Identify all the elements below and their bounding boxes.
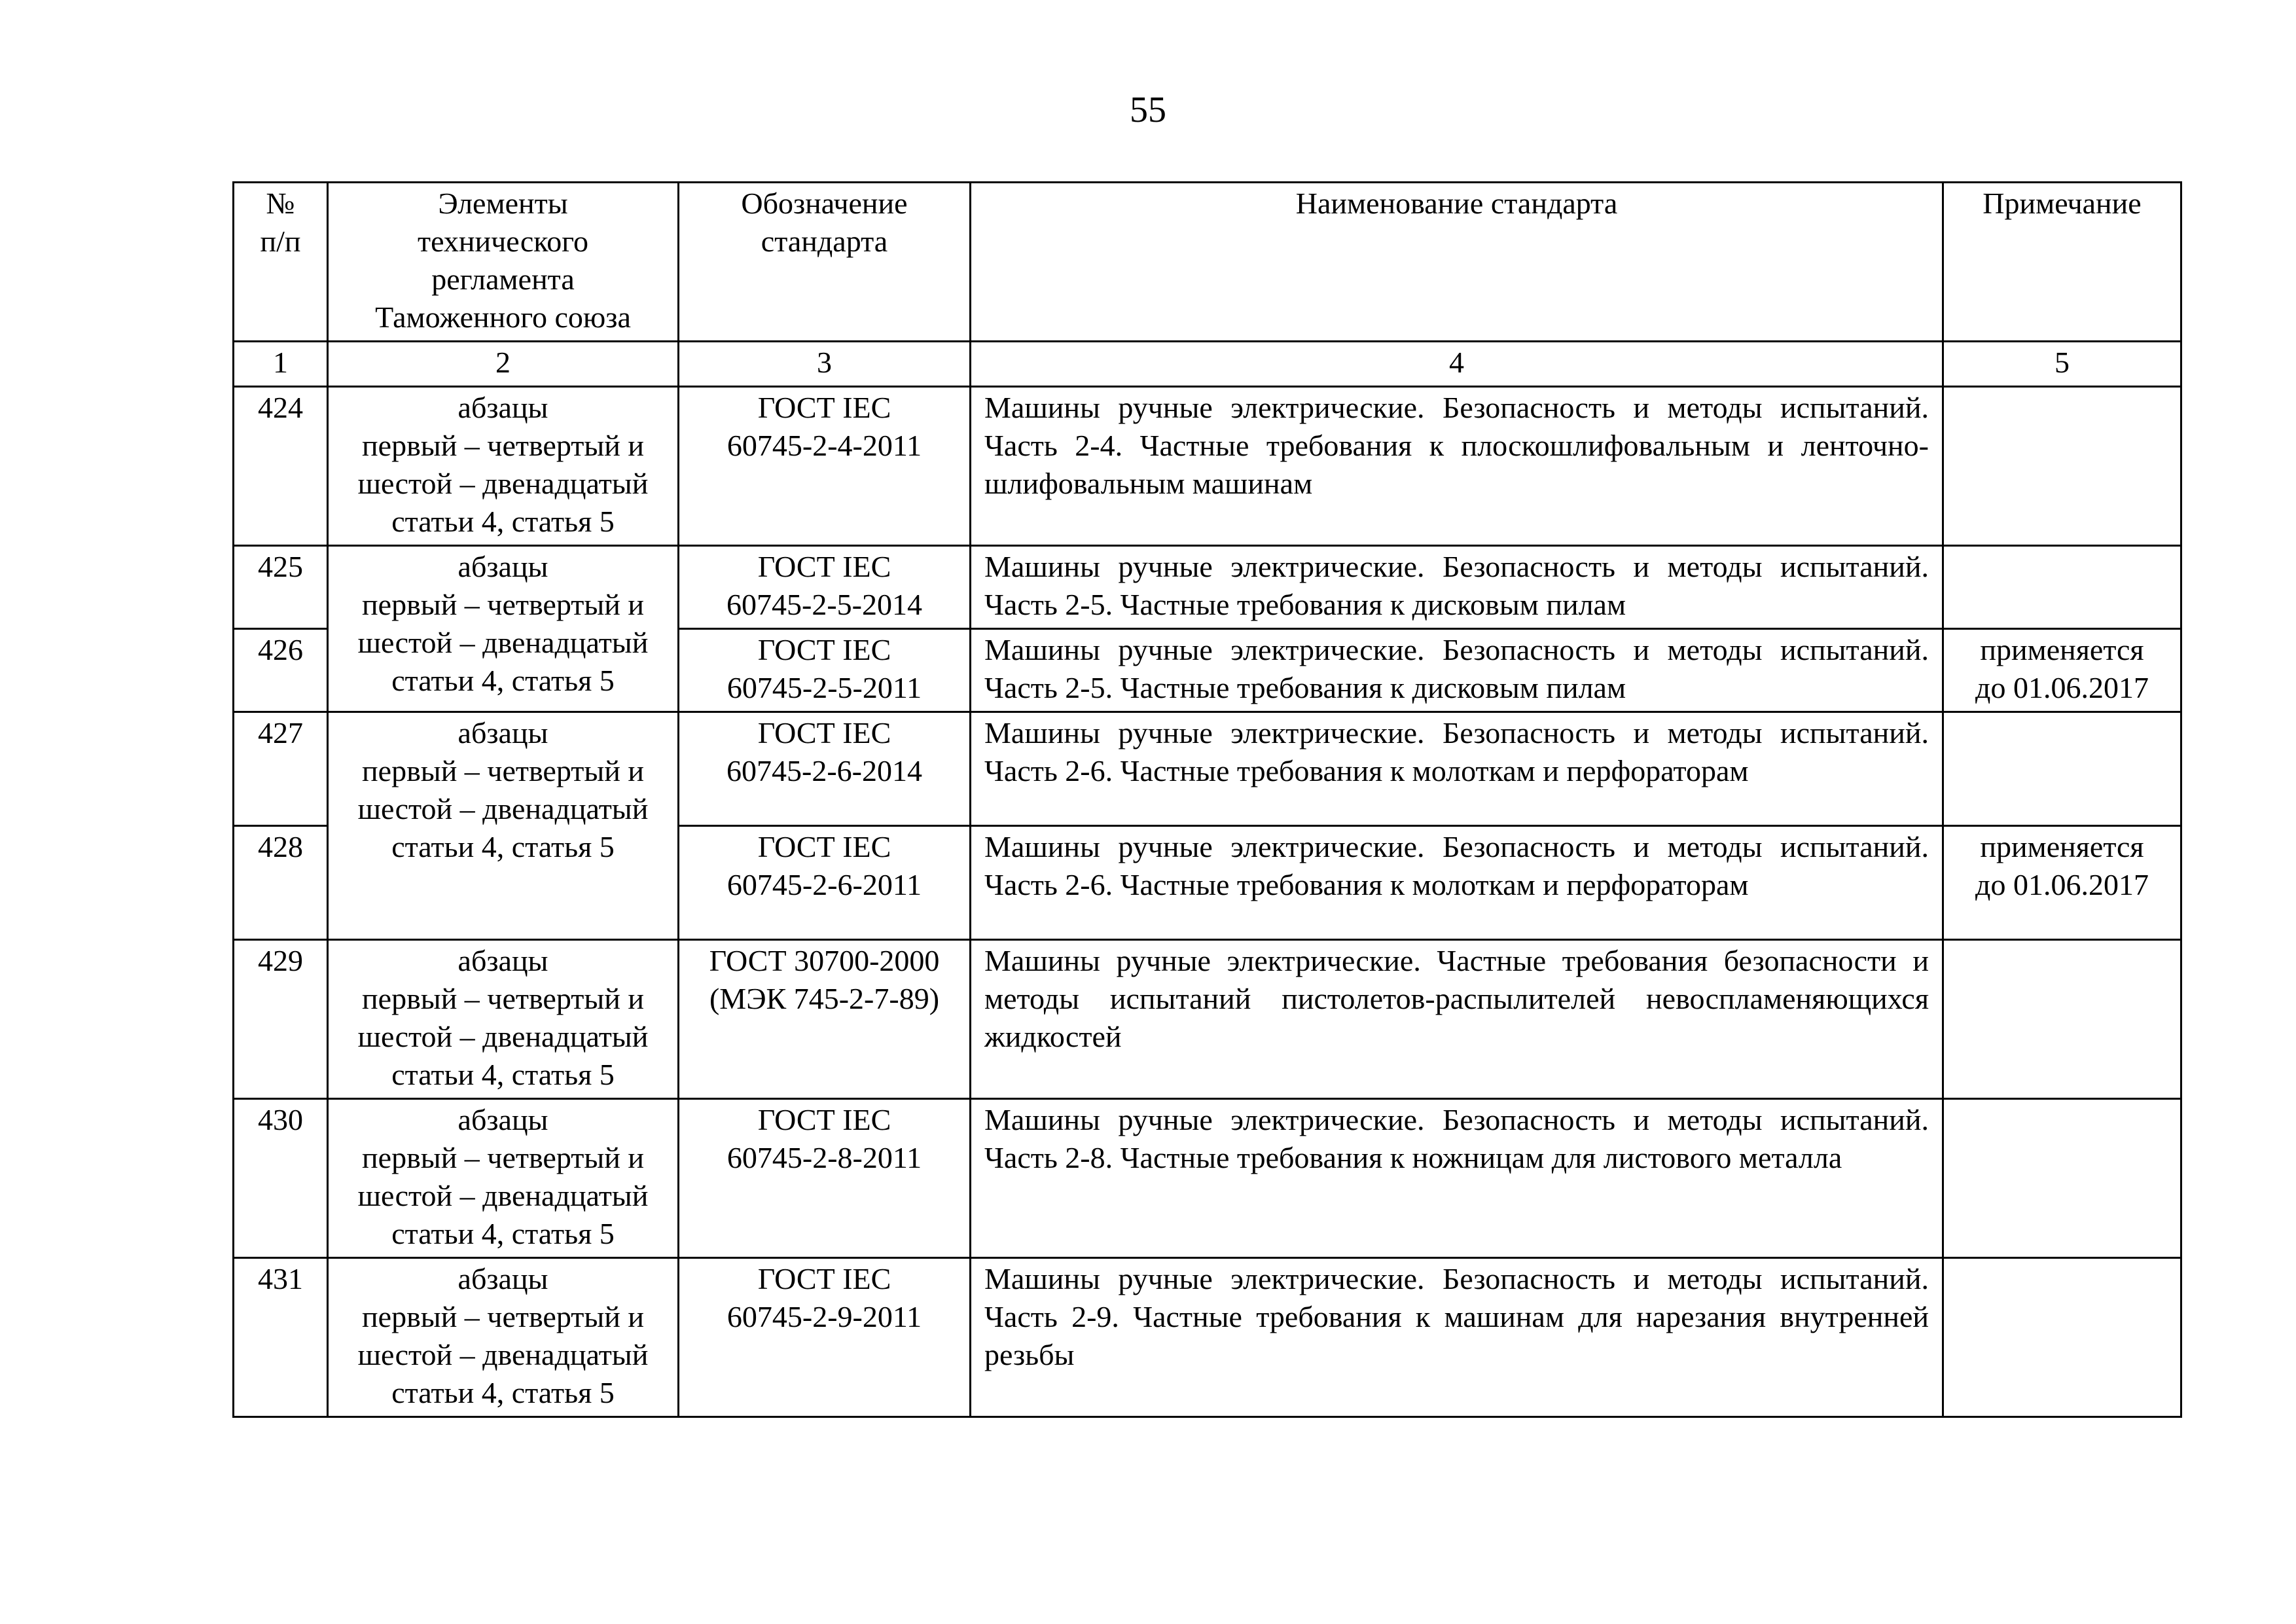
row-number: 425: [234, 546, 328, 629]
note-cell: [1943, 1099, 2181, 1258]
standard-name: Машины ручные электрические. Безопасность и методы испытаний. Часть 2-4. Частные требования к плоскошлифовальным и ленточно-шлифовальным машинам: [971, 387, 1943, 546]
tr-elements-cell: абзацы первый – четвертый и шестой – двенадцатый статьи 4, статья 5: [328, 712, 679, 940]
column-number-row: [234, 342, 2181, 387]
note-cell: применяется до 01.06.2017: [1943, 629, 2181, 712]
standard-designation: ГОСТ IEC 60745-2-9-2011: [679, 1258, 971, 1417]
table-row: [234, 940, 2181, 1099]
column-number: 5: [1943, 342, 2181, 387]
standard-designation: ГОСТ IEC 60745-2-5-2011: [679, 629, 971, 712]
standard-designation: ГОСТ IEC 60745-2-6-2014: [679, 712, 971, 826]
page-number: 55: [1130, 90, 1166, 130]
header-cell: Элементы технического регламента Таможенного союза: [328, 183, 679, 342]
standard-name: Машины ручные электрические. Безопасность и методы испытаний. Часть 2-9. Частные требования к машинам для нарезания внутренней резьбы: [971, 1258, 1943, 1417]
standard-name: Машины ручные электрические. Частные требования безопасности и методы испытаний пистолетов-распылителей невоспламеняющихся жидкостей: [971, 940, 1943, 1099]
standard-designation: ГОСТ 30700-2000 (МЭК 745-2-7-89): [679, 940, 971, 1099]
row-number: 430: [234, 1099, 328, 1258]
header-cell: Обозначение стандарта: [679, 183, 971, 342]
row-number: 424: [234, 387, 328, 546]
column-number: 3: [679, 342, 971, 387]
note-cell: [1943, 712, 2181, 826]
table-row: [234, 712, 2181, 826]
standards-table: [232, 181, 2182, 1418]
row-number: 426: [234, 629, 328, 712]
table-row: [234, 546, 2181, 629]
table-body: [234, 183, 2181, 1417]
column-number: 1: [234, 342, 328, 387]
tr-elements-cell: абзацы первый – четвертый и шестой – двенадцатый статьи 4, статья 5: [328, 940, 679, 1099]
row-number: 428: [234, 826, 328, 940]
row-number: 429: [234, 940, 328, 1099]
standard-designation: ГОСТ IEC 60745-2-6-2011: [679, 826, 971, 940]
note-cell: [1943, 546, 2181, 629]
row-number: 427: [234, 712, 328, 826]
note-cell: [1943, 387, 2181, 546]
header-row: [234, 183, 2181, 342]
header-cell: Наименование стандарта: [971, 183, 1943, 342]
standard-name: Машины ручные электрические. Безопасность и методы испытаний. Часть 2-6. Частные требования к молоткам и перфораторам: [971, 712, 1943, 826]
note-cell: применяется до 01.06.2017: [1943, 826, 2181, 940]
table-row: [234, 1258, 2181, 1417]
standard-designation: ГОСТ IEC 60745-2-4-2011: [679, 387, 971, 546]
table-row: [234, 1099, 2181, 1258]
note-cell: [1943, 940, 2181, 1099]
tr-elements-cell: абзацы первый – четвертый и шестой – двенадцатый статьи 4, статья 5: [328, 1099, 679, 1258]
header-cell: Примечание: [1943, 183, 2181, 342]
column-number: 4: [971, 342, 1943, 387]
header-cell: № п/п: [234, 183, 328, 342]
standard-name: Машины ручные электрические. Безопасность и методы испытаний. Часть 2-8. Частные требования к ножницам для листового металла: [971, 1099, 1943, 1258]
tr-elements-cell: абзацы первый – четвертый и шестой – двенадцатый статьи 4, статья 5: [328, 387, 679, 546]
column-number: 2: [328, 342, 679, 387]
table-row: [234, 387, 2181, 546]
standard-designation: ГОСТ IEC 60745-2-8-2011: [679, 1099, 971, 1258]
tr-elements-cell: абзацы первый – четвертый и шестой – двенадцатый статьи 4, статья 5: [328, 1258, 679, 1417]
standard-name: Машины ручные электрические. Безопасность и методы испытаний. Часть 2-5. Частные требования к дисковым пилам: [971, 546, 1943, 629]
standard-designation: ГОСТ IEC 60745-2-5-2014: [679, 546, 971, 629]
row-number: 431: [234, 1258, 328, 1417]
standard-name: Машины ручные электрические. Безопасность и методы испытаний. Часть 2-6. Частные требования к молоткам и перфораторам: [971, 826, 1943, 940]
note-cell: [1943, 1258, 2181, 1417]
standard-name: Машины ручные электрические. Безопасность и методы испытаний. Часть 2-5. Частные требования к дисковым пилам: [971, 629, 1943, 712]
tr-elements-cell: абзацы первый – четвертый и шестой – двенадцатый статьи 4, статья 5: [328, 546, 679, 712]
